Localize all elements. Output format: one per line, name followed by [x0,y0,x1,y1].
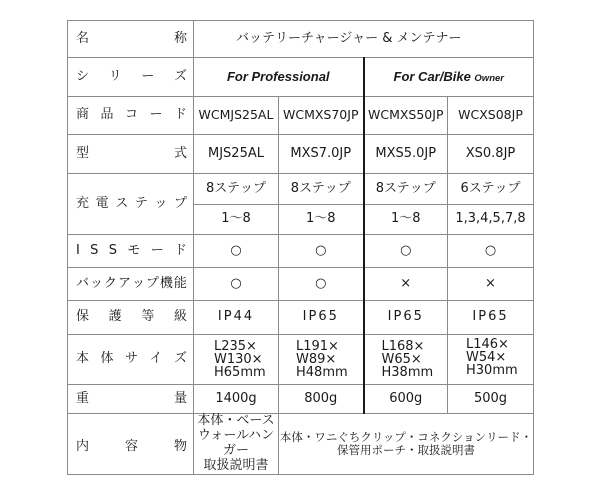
ip-rating-cell: IP65 [364,301,448,335]
row-iss-mode [68,235,534,268]
step-range-cell: 1〜8 [194,205,279,235]
ip-rating-cell: IP44 [194,301,279,335]
ip-rating-cell: IP65 [448,301,534,335]
series-professional: For Professional [194,58,364,97]
label-text: 名 称 [76,30,187,46]
weight-cell: 500g [448,385,534,414]
model-cell: MXS5.0JP [364,135,448,174]
row-charge-steps [68,174,534,205]
product-code-cell: WCMXS50JP [364,97,448,135]
row-model [68,135,534,174]
label-model [68,135,194,174]
row-protection-grade [68,301,534,335]
contents-first: 本体・ベース ウォールハンガー 取扱説明書 [194,414,279,475]
iss-supported-icon: ○ [279,235,364,268]
spec-table [67,20,534,475]
label-text: 保 護 等 級 [76,309,187,325]
product-code-cell: WCMJS25AL [194,97,279,135]
label-text: I S S モ ー ド [76,242,187,258]
steps-cell: 8ステップ [364,174,448,205]
row-product-code [68,97,534,135]
size-cell: L235× W130× H65mm [194,335,279,385]
label-body-size [68,335,194,385]
ip-rating-cell: IP65 [279,301,364,335]
label-text: 商 品 コ ー ド [76,107,187,123]
backup-unsupported-icon: × [448,268,534,301]
backup-unsupported-icon: × [364,268,448,301]
label-charge-steps [68,174,194,235]
label-text: シ リ ー ズ [76,68,187,84]
backup-supported-icon: ○ [279,268,364,301]
label-text: 重 量 [76,390,187,406]
label-name [68,21,194,58]
step-range-cell: 1〜8 [364,205,448,235]
model-cell: MJS25AL [194,135,279,174]
contents-others: 本体・ワニぐちクリップ・コネクションリード・ 保管用ポーチ・取扱説明書 [279,414,534,475]
label-text: バ ッ ク ア ッ プ 機 能 [76,275,187,291]
iss-supported-icon: ○ [194,235,279,268]
model-cell: XS0.8JP [448,135,534,174]
product-code-cell: WCMXS70JP [279,97,364,135]
weight-cell: 600g [364,385,448,414]
iss-supported-icon: ○ [364,235,448,268]
series-owner: For Car/Bike Owner [364,58,534,97]
row-body-size [68,335,534,385]
product-name: バッテリーチャージャー & メンテナー [194,21,534,58]
label-contents [68,414,194,475]
size-cell: L146× W54× H30mm [448,335,534,385]
backup-supported-icon: ○ [194,268,279,301]
step-range-cell: 1,3,4,5,7,8 [448,205,534,235]
label-product-code [68,97,194,135]
steps-cell: 8ステップ [194,174,279,205]
label-backup [68,268,194,301]
row-name [68,21,534,58]
product-code-cell: WCXS08JP [448,97,534,135]
row-series [68,58,534,97]
label-weight [68,385,194,414]
steps-cell: 8ステップ [279,174,364,205]
weight-cell: 1400g [194,385,279,414]
label-text: 充 電 ス テ ッ プ [76,195,187,211]
steps-cell: 6ステップ [448,174,534,205]
row-contents [68,414,534,475]
label-text: 本 体 サ イ ズ [76,351,187,367]
row-backup [68,268,534,301]
iss-supported-icon: ○ [448,235,534,268]
step-range-cell: 1〜8 [279,205,364,235]
label-text: 内 容 物 [76,439,187,455]
label-protection-grade [68,301,194,335]
size-cell: L191× W89× H48mm [279,335,364,385]
model-cell: MXS7.0JP [279,135,364,174]
label-series [68,58,194,97]
label-text: 型 式 [76,145,187,161]
weight-cell: 800g [279,385,364,414]
label-iss-mode [68,235,194,268]
size-cell: L168× W65× H38mm [364,335,448,385]
row-weight [68,385,534,414]
